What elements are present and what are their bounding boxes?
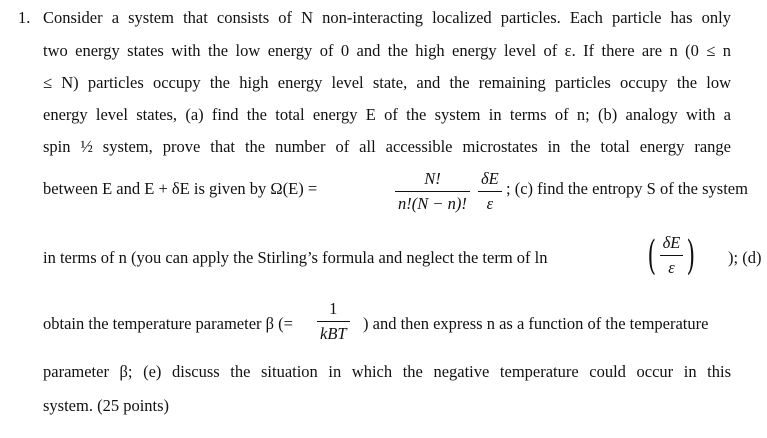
- right-paren-glyph: ): [686, 232, 696, 279]
- problem-line-3: ≤ N) particles occupy the high energy level state, and the remaining particles occupy the low: [43, 73, 731, 92]
- problem-line-2: two energy states with the low energy of 0 and the high energy level of ε. If there are n (0 ≤ n: [43, 41, 731, 60]
- factorial-fraction: [395, 168, 470, 215]
- problem-line-1: Consider a system that consists of N non-interacting localized particles. Each particle has only: [43, 8, 731, 27]
- beta-fraction: [317, 298, 350, 345]
- ln-line-text-before: in terms of n (you can apply the Stirling’s formula and neglect the term of ln: [43, 248, 548, 267]
- factorial-numerator: N!: [395, 168, 470, 192]
- energy-ratio-denominator: ε: [486, 194, 494, 213]
- energy-ratio-fraction: [478, 168, 502, 215]
- ln-numerator: δE: [660, 232, 684, 256]
- beta-numerator: 1: [317, 298, 350, 322]
- energy-ratio-numerator: δE: [478, 168, 502, 192]
- problem-line-parameter: parameter β; (e) discuss the situation in which the negative temperature could occur in this: [43, 362, 731, 381]
- problem-line-points: system. (25 points): [43, 396, 170, 415]
- ln-denominator: ε: [668, 258, 675, 277]
- problem-line-5: spin ½ system, prove that the number of all accessible microstates in the total energy range: [43, 137, 731, 156]
- omega-formula-line: [43, 166, 748, 213]
- beta-line: [43, 296, 743, 348]
- factorial-denominator: n!(N − n)!: [398, 194, 467, 213]
- problem-line-4: energy level states, (a) find the total energy E of the system in terms of n; (b) analogy with a: [43, 105, 731, 124]
- ln-line-text-after: ); (d): [728, 248, 762, 267]
- beta-denominator: kBT: [320, 324, 347, 343]
- ln-fraction: [660, 232, 684, 279]
- omega-formula-fractions: [393, 168, 504, 215]
- beta-line-text-after: ) and then express n as a function of the temperature: [363, 314, 709, 333]
- left-paren-glyph: (: [647, 232, 657, 279]
- beta-line-text-before: obtain the temperature parameter β (=: [43, 314, 293, 333]
- ln-line: [43, 232, 762, 284]
- omega-formula-text-after: ; (c) find the entropy S of the system: [506, 179, 748, 198]
- problem-number: 1.: [18, 8, 31, 27]
- ln-argument: [644, 232, 699, 279]
- omega-formula-text-before: between E and E + δE is given by Ω(E) =: [43, 179, 318, 198]
